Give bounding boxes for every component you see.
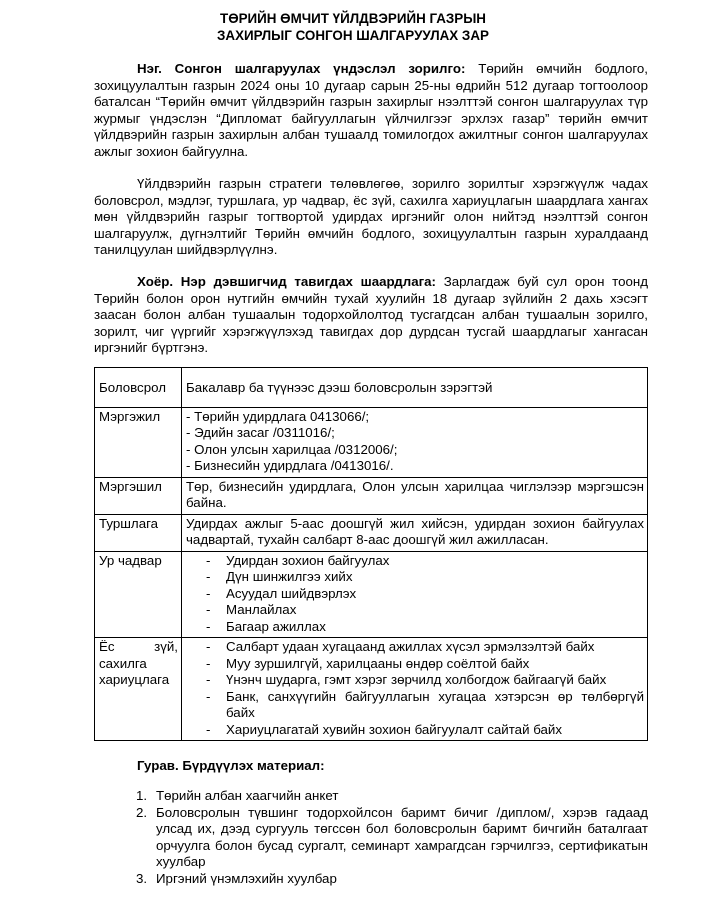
section1-paragraph2: Үйлдвэрийн газрын стратеги төлөвлөгөө, зорилго зорилтыг хэрэгжүүлж чадах боловсрол, мэдлэг, туршлага, ур чадвар, ёс зүй, сахилга хариуцлагын шаардлага хангах мөн үйлдвэрийн газрыг тогтвортой удирдах иргэнийг олон нийтэд нээлттэй сонгон шалгаруулж, дүгнэлтийг Төрийн өмчийн бодлого, зохицуулалтын газрын хуралдаанд танилцуулан шийдвэрлүүлнэ. (94, 176, 648, 257)
list-item-text: Төрийн албан хаагчийн анкет (156, 788, 339, 803)
experience-value: Удирдах ажлыг 5-аас доошгүй жил хийсэн, удирдан зохион байгуулах чадвартай, тухайн салбарт 8-аас доошгүй жил ажилласан. (182, 514, 648, 551)
section2-text: Зарлагдаж буй сул орон тоонд Төрийн болон орон нутгийн өмчийн тухай хуулийн 18 дугаар зүйлийн 2 дахь хэсэгт заасан болон албан тушаалын тодорхойлолтод тусгагдсан албан тушаалын зорилго, зорилт, чиг үүргийг хэрэгжүүлэхэд тавигдах дор дурдсан тусгай шаардлагыг хангасан иргэнийг бүртгэнэ. (94, 274, 648, 355)
table-row (95, 551, 648, 638)
document-title-line2: ЗАХИРЛЫГ СОНГОН ШАЛГАРУУЛАХ ЗАР (217, 28, 489, 43)
ethics-label-line2: сахилга (99, 655, 147, 671)
section2-heading: Хоёр. Нэр дэвшигчид тавигдах шаардлага: (137, 274, 436, 289)
list-item (118, 871, 648, 888)
list-item: - Төрийн удирдлага 0413066/; (186, 408, 370, 424)
list-item: - Манлайлах (186, 602, 644, 619)
section3-heading: Гурав. Бүрдүүлэх материал: (137, 758, 325, 773)
list-item (118, 805, 648, 871)
skills-value (182, 551, 648, 638)
list-item: - Удирдан зохион байгуулах (186, 553, 644, 570)
specialization-value: Төр, бизнесийн удирдлага, Олон улсын харилцаа чиглэлээр мэргэшсэн байна. (182, 477, 648, 514)
profession-list (186, 409, 644, 475)
table-row (95, 638, 648, 741)
skills-list (186, 553, 644, 636)
list-item: - Асуудал шийдвэрлэх (186, 586, 644, 603)
list-item-number: 1. (136, 788, 148, 803)
section1-paragraph (94, 61, 648, 160)
ethics-label-line3: хариуцлага (99, 672, 170, 687)
table-row (95, 514, 648, 551)
experience-label: Туршлага (95, 514, 182, 551)
list-item: - Үнэнч шударга, гэмт хэрэг зөрчилд холбогдож байгаагүй байх (186, 672, 644, 689)
table-row (95, 407, 648, 477)
profession-value (182, 407, 648, 477)
ethics-value (182, 638, 648, 741)
specialization-label: Мэргэшил (95, 477, 182, 514)
list-item-number: 3. (136, 870, 148, 886)
education-label: Боловсрол (95, 368, 182, 408)
requirements-table (94, 367, 648, 741)
list-item-text: Боловсролын түвшинг тодорхойлсон баримт бичиг /диплом/, хэрэв гадаад улсад их, дээд сургууль төгссөн бол боловсролын баримт бичгийн баталгаат орчуулга болон бусад сургалт, семинарт хамрагдсан гэрчилгээ, сертификатын хуулбар (156, 804, 648, 869)
education-value: Бакалавр ба түүнээс дээш боловсролын зэрэгтэй (182, 368, 648, 408)
section2-paragraph (94, 274, 648, 357)
ethics-list (186, 639, 644, 738)
section1-heading: Нэг. Сонгон шалгаруулах үндэслэл зорилго: (137, 61, 466, 76)
list-item: - Багаар ажиллах (186, 619, 644, 636)
document-title-line1: ТӨРИЙН ӨМЧИТ ҮЙЛДВЭРИЙН ГАЗРЫН (220, 11, 486, 26)
list-item: - Муу зуршилгүй, харилцааны өндөр соёлтой байх (186, 656, 644, 673)
list-item (118, 788, 648, 805)
list-item-number: 2. (136, 804, 148, 820)
list-item-text: Иргэний үнэмлэхийн хуулбар (156, 870, 337, 886)
section1-text: Төрийн өмчийн бодлого, зохицуулалтын газрын 2024 оны 10 дугаар сарын 25-ны өдрийн 512 дугаар тогтоолоор баталсан “Төрийн өмчит үйлдвэрийн газрын захирлыг нээлттэй сонгон шалгаруулах түр журмыг үндэслэн “Дипломат байгууллагын үйлчилгээг эрхлэх газар” төрийн өмчит үйлдвэрийн газрын захирлын албан тушаалд томилогдох ажилтныг сонгон шалгаруулах ажлыг зохион байгуулна. (94, 61, 648, 159)
skills-label: Ур чадвар (95, 551, 182, 638)
list-item: - Хариуцлагатай хувийн зохион байгуулалт сайтай байх (186, 722, 644, 739)
list-item: - Бизнесийн удирдлага /0413016/. (186, 458, 394, 473)
materials-list (118, 788, 648, 887)
list-item: - Эдийн засаг /0311016/; (186, 425, 335, 440)
list-item: - Салбарт удаан хугацаанд ажиллах хүсэл эрмэлзэлтэй байх (186, 639, 644, 656)
ethics-label (95, 638, 182, 741)
list-item: - Дүн шинжилгээ хийх (186, 569, 644, 586)
table-row (95, 368, 648, 408)
profession-label: Мэргэжил (95, 407, 182, 477)
list-item: - Олон улсын харилцаа /0312006/; (186, 441, 398, 457)
list-item: - Банк, санхүүгийн байгууллагын хугацаа хэтэрсэн өр төлбөргүй байх (186, 689, 644, 722)
table-row (95, 477, 648, 514)
ethics-label-line1: Ёс зүй, (99, 639, 178, 654)
